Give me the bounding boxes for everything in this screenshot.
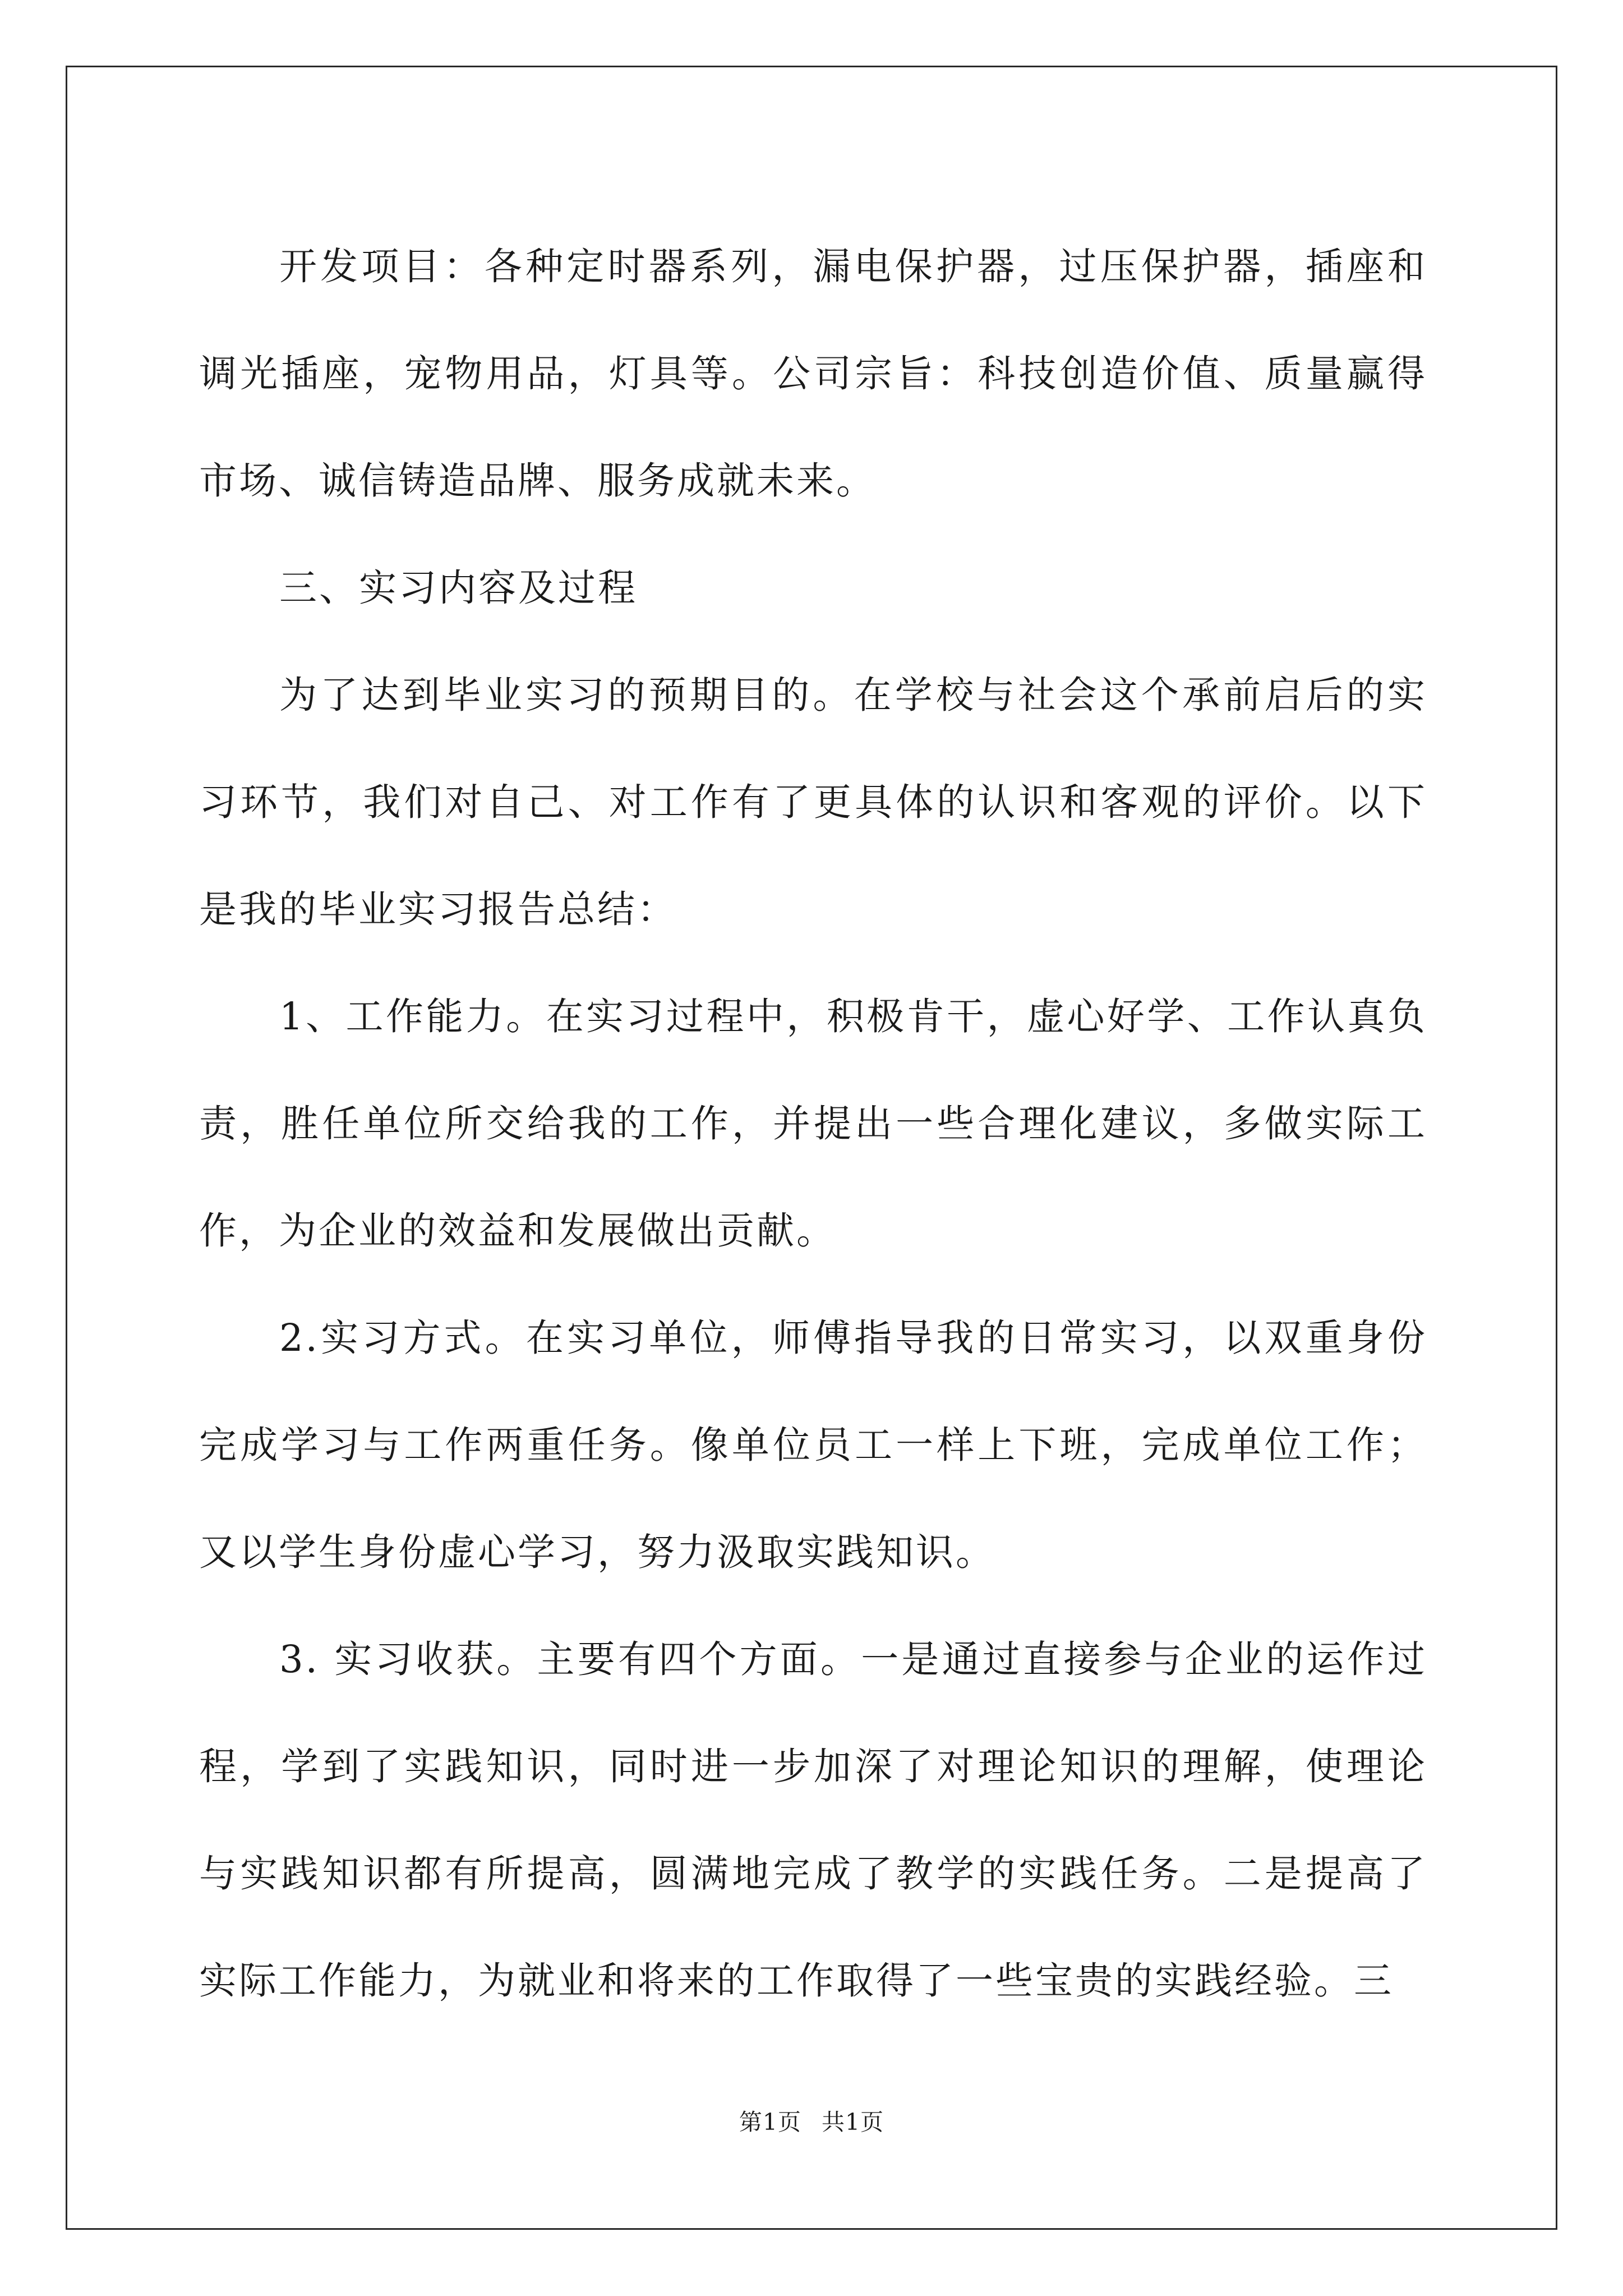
paragraph-development-projects: 开发项目：各种定时器系列，漏电保护器，过压保护器，插座和调光插座，宠物用品，灯具等。公司宗旨：科技创造价值、质量赢得市场、诚信铸造品牌、服务成就未来。 (199, 245, 1427, 503)
section-heading-internship-content: 三、实习内容及过程 (279, 566, 638, 610)
paragraph-internship-method: 2.实习方式。在实习单位，师傅指导我的日常实习，以双重身份完成学习与工作两重任务。像单位员工一样上下班，完成单位工作；又以学生身份虚心学习，努力汲取实践知识。 (199, 1316, 1427, 1574)
document-body (199, 213, 1427, 2035)
page-number-current: 第1页 (739, 2109, 801, 2136)
page-footer (0, 2104, 1623, 2137)
paragraph-internship-purpose: 为了达到毕业实习的预期目的。在学校与社会这个承前启后的实习环节，我们对自己、对工作有了更具体的认识和客观的评价。以下是我的毕业实习报告总结： (199, 673, 1427, 931)
paragraph-work-ability: 1、工作能力。在实习过程中，积极肯干，虚心好学、工作认真负责，胜任单位所交给我的工作，并提出一些合理化建议，多做实际工作，为企业的效益和发展做出贡献。 (199, 995, 1427, 1253)
paragraph-internship-gains: 3. 实习收获。主要有四个方面。一是通过直接参与企业的运作过程，学到了实践知识，同时进一步加深了对理论知识的理解，使理论与实践知识都有所提高，圆满地完成了教学的实践任务。二是提高了实际工作能力，为就业和将来的工作取得了一些宝贵的实践经验。三 (199, 1637, 1427, 2003)
page-number-total: 共1页 (822, 2109, 884, 2136)
